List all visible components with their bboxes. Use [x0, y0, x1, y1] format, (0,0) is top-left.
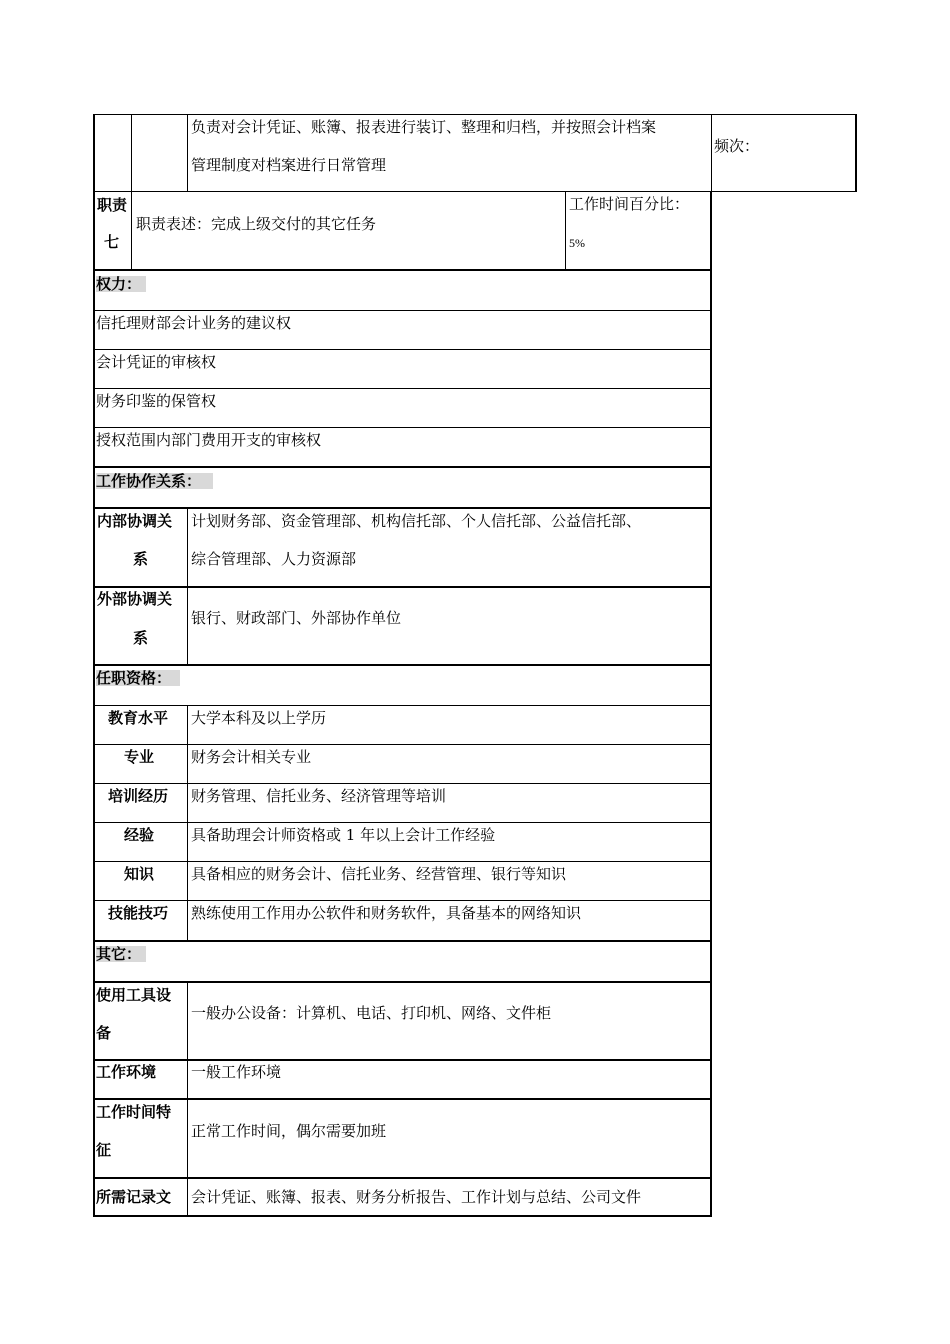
power-item: 授权范围内部门费用开支的审核权 — [96, 431, 322, 449]
qual-heading: 任职资格： — [96, 669, 172, 687]
qual-label-education: 教育水平 — [108, 709, 169, 727]
tools-value: 一般办公设备：计算机、电话、打印机、网络、文件柜 — [191, 1004, 552, 1022]
external-coop-value: 银行、财政部门、外部协作单位 — [191, 609, 402, 627]
coop-heading: 工作协作关系： — [96, 472, 202, 490]
qual-value-major: 财务会计相关专业 — [191, 748, 312, 766]
qual-value-training: 财务管理、信托业务、经济管理等培训 — [191, 787, 447, 805]
qual-label-skills: 技能技巧 — [108, 904, 169, 922]
work-time-label-line1: 工作时间特 — [96, 1103, 172, 1121]
external-coop-label-line1: 外部协调关 — [97, 590, 173, 608]
qual-label-major: 专业 — [124, 748, 155, 766]
duty7-label-line1: 职责 — [97, 196, 128, 214]
power-item: 财务印鉴的保管权 — [96, 392, 217, 410]
records-value: 会计凭证、账簿、报表、财务分析报告、工作计划与总结、公司文件 — [191, 1188, 642, 1206]
records-label: 所需记录文 — [96, 1188, 172, 1206]
environment-value: 一般工作环境 — [191, 1063, 282, 1081]
tools-label-line2: 备 — [96, 1024, 112, 1042]
qual-value-experience: 具备助理会计师资格或 1 年以上会计工作经验 — [191, 826, 496, 844]
power-item: 会计凭证的审核权 — [96, 353, 217, 371]
external-coop-label-line2: 系 — [133, 629, 149, 647]
internal-coop-label-line2: 系 — [133, 550, 149, 568]
power-item: 信托理财部会计业务的建议权 — [96, 314, 292, 332]
duty7-description: 职责表述：完成上级交付的其它任务 — [136, 215, 377, 233]
duty7-time-percentage-label: 工作时间百分比： — [569, 197, 690, 213]
duty6-desc-line2: 管理制度对档案进行日常管理 — [191, 156, 387, 174]
internal-coop-line2: 综合管理部、人力资源部 — [191, 550, 357, 568]
internal-coop-line1: 计划财务部、资金管理部、机构信托部、个人信托部、公益信托部、 — [191, 512, 642, 530]
duty6-desc-line1: 负责对会计凭证、账簿、报表进行装订、整理和归档，并按照会计档案 — [191, 118, 657, 136]
work-time-value: 正常工作时间，偶尔需要加班 — [191, 1122, 387, 1140]
qual-value-education: 大学本科及以上学历 — [191, 709, 327, 727]
environment-label: 工作环境 — [96, 1063, 157, 1081]
duty7-time-percentage-value: 5% — [569, 236, 585, 250]
other-heading: 其它： — [96, 945, 142, 963]
work-time-label-line2: 征 — [96, 1141, 112, 1159]
power-heading: 权力： — [96, 275, 142, 293]
internal-coop-label-line1: 内部协调关 — [97, 512, 173, 530]
qual-label-experience: 经验 — [124, 826, 155, 844]
qual-label-training: 培训经历 — [108, 787, 169, 805]
qual-value-knowledge: 具备相应的财务会计、信托业务、经营管理、银行等知识 — [191, 865, 567, 883]
duty7-label-line2: 七 — [104, 233, 120, 251]
duty6-frequency-label: 频次： — [714, 137, 760, 155]
qual-label-knowledge: 知识 — [124, 865, 155, 883]
qual-value-skills: 熟练使用工作用办公软件和财务软件，具备基本的网络知识 — [191, 904, 582, 922]
tools-label-line1: 使用工具设 — [96, 986, 172, 1004]
